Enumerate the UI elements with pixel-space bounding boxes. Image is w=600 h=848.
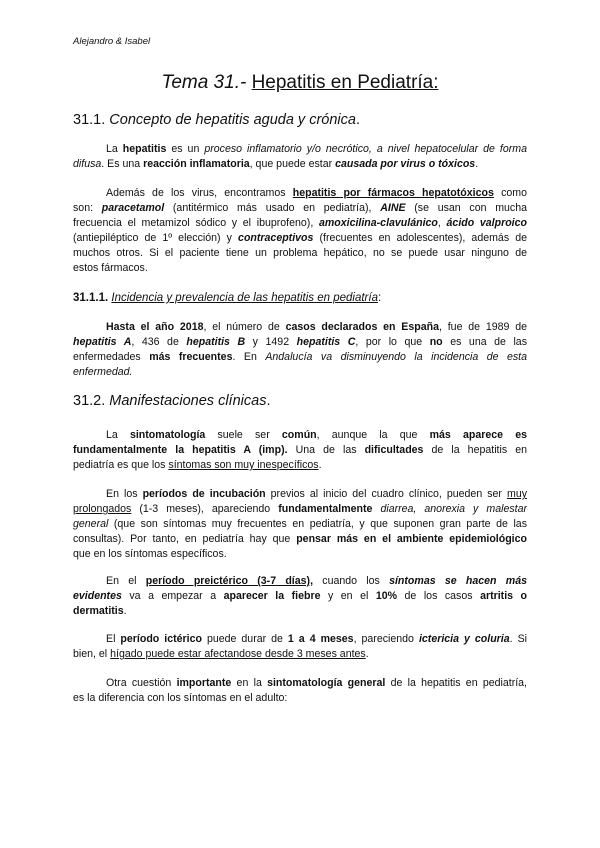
title-prefix: Tema 31.- (161, 72, 247, 93)
paragraph-farmacos: Además de los virus, encontramos hepatitis por fármacos hepatotóxicos como son: paracetamol (antitérmico más usado en pediatría), AINE (se usan con mucha frecuencia el metamizol sódico y el ibuprofeno), amoxicilina-clavulánico, ácido valproico (antiepiléptico de 1º elección) y contraceptivos (frecuentes en adolescentes), además de muchos otros. Si el paciente tiene un problema hepático, no se puede usar ninguno de estos fármacos. (73, 187, 527, 274)
section-heading-31-1: 31.1. Concepto de hepatitis aguda y crónica. (73, 112, 360, 128)
paragraph-preicterico: En el período preictérico (3-7 días), cuando los síntomas se hacen más evidentes va a empezar a aparecer la fiebre y en el 10% de los casos artritis o dermatitis. (73, 575, 527, 617)
paragraph-incidencia: Hasta el año 2018, el número de casos declarados en España, fue de 1989 de hepatitis A, 436 de hepatitis B y 1492 hepatitis C, por lo que no es una de las enfermedades más frecuentes. En Andalucía va disminuyendo la incidencia de esta enfermedad. (73, 321, 527, 378)
page-title (0, 72, 600, 94)
document-author-header: Alejandro & Isabel (73, 36, 151, 47)
title-main: Hepatitis en Pediatría: (251, 72, 439, 93)
paragraph-concepto: La hepatitis es un proceso inflamatorio y/o necrótico, a nivel hepatocelular de forma difusa. Es una reacción inflamatoria, que puede estar causada por virus o tóxicos. (73, 143, 527, 170)
section-heading-31-2: 31.2. Manifestaciones clínicas. (73, 393, 271, 409)
paragraph-sintomatologia-general: Otra cuestión importante en la sintomatología general de la hepatitis en pediatría, es la diferencia con los síntomas en el adulto: (73, 677, 527, 704)
paragraph-incubacion: En los períodos de incubación previos al inicio del cuadro clínico, pueden ser muy prolongados (1-3 meses), apareciendo fundamentalmente diarrea, anorexia y malestar general (que son síntomas muy frecuentes en pediatría, y que suponen gran parte de las consultas). Por tanto, en pediatría hay que pensar más en el ambiente epidemiológico que en los síntomas específicos. (73, 488, 527, 560)
paragraph-sintomatologia: La sintomatología suele ser común, aunque la que más aparece es fundamentalmente la hepatitis A (imp). Una de las dificultades de la hepatitis en pediatría es que los síntomas son muy inespecíficos. (73, 429, 527, 471)
paragraph-icterico: El período ictérico puede durar de 1 a 4 meses, pareciendo ictericia y coluria. Si bien, el hígado puede estar afectandose desde 3 meses antes. (73, 633, 527, 660)
section-heading-31-1-1: 31.1.1. Incidencia y prevalencia de las hepatitis en pediatría: (73, 292, 382, 304)
